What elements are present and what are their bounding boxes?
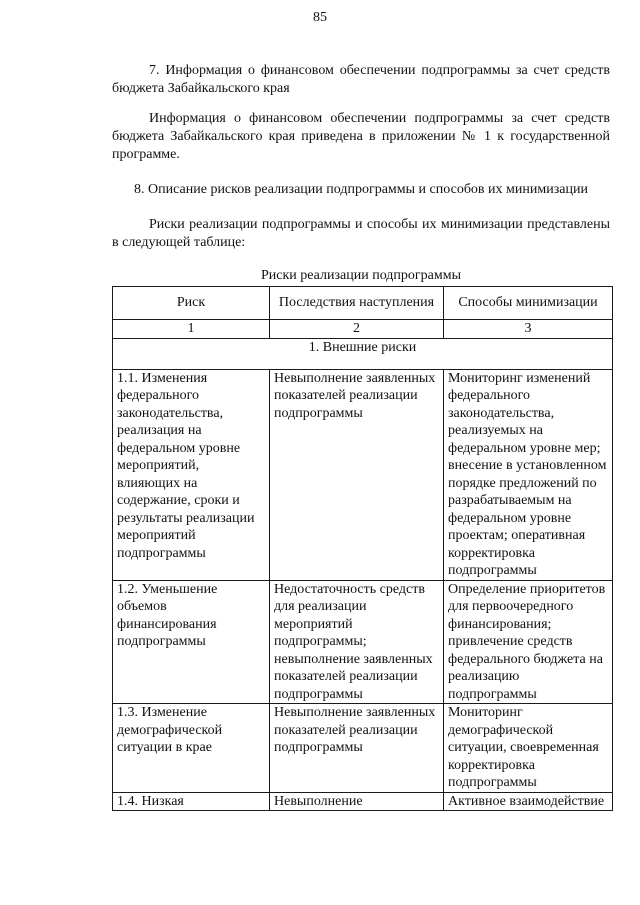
column-number: 3	[444, 320, 613, 339]
header-consequence: Последствия наступления	[270, 287, 444, 320]
mitigation-cell: Определение приоритетов для первоочередного финансирования; привлечение средств федерального бюджета на реализацию подпрограммы	[444, 580, 613, 704]
page-number: 85	[313, 10, 327, 25]
risk-cell: 1.1. Изменения федерального законодательства, реализация на федеральном уровне мероприятий, влияющих на содержание, сроки и результаты реализации мероприятий подпрограммы	[113, 369, 270, 580]
table-caption: Риски реализации подпрограммы	[261, 268, 461, 283]
group-row-external-risks	[113, 338, 613, 369]
consequence-cell: Невыполнение заявленных показателей реализации подпрограммы	[270, 369, 444, 580]
column-number: 1	[113, 320, 270, 339]
consequence-cell: Недостаточность средств для реализации мероприятий подпрограммы; невыполнение заявленных показателей реализации подпрограммы	[270, 580, 444, 704]
header-mitigation: Способы минимизации	[444, 287, 613, 320]
risks-table	[112, 286, 613, 811]
section7-text: Информация о финансовом обеспечении подпрограммы за счет средств бюджета Забайкальского края приведена в приложении № 1 к государственной программе.	[112, 111, 610, 162]
risk-cell: 1.3. Изменение демографической ситуации в крае	[113, 704, 270, 793]
column-number-row	[113, 320, 613, 339]
header-risk: Риск	[113, 287, 270, 320]
section8-heading: 8. Описание рисков реализации подпрограммы и способов их минимизации	[134, 182, 588, 197]
risk-cell: 1.2. Уменьшение объемов финансирования подпрограммы	[113, 580, 270, 704]
group-title: 1. Внешние риски	[113, 338, 613, 369]
mitigation-cell: Мониторинг изменений федерального законодательства, реализуемых на федеральном уровне мер; внесение в установленном порядке предложений по разрабатываемым на федеральном уровне проектам; оперативная корректировка подпрограммы	[444, 369, 613, 580]
column-number: 2	[270, 320, 444, 339]
table-row	[113, 792, 613, 811]
table-header-row	[113, 287, 613, 320]
table-row	[113, 704, 613, 793]
section7-heading: 7. Информация о финансовом обеспечении подпрограммы за счет средств бюджета Забайкальского края	[112, 63, 610, 96]
table-row	[113, 369, 613, 580]
section8-text: Риски реализации подпрограммы и способы их минимизации представлены в следующей таблице:	[112, 217, 610, 250]
risk-cell: 1.4. Низкая	[113, 792, 270, 811]
mitigation-cell: Активное взаимодействие	[444, 792, 613, 811]
mitigation-cell: Мониторинг демографической ситуации, своевременная корректировка подпрограммы	[444, 704, 613, 793]
consequence-cell: Невыполнение заявленных показателей реализации подпрограммы	[270, 704, 444, 793]
table-row	[113, 580, 613, 704]
consequence-cell: Невыполнение	[270, 792, 444, 811]
